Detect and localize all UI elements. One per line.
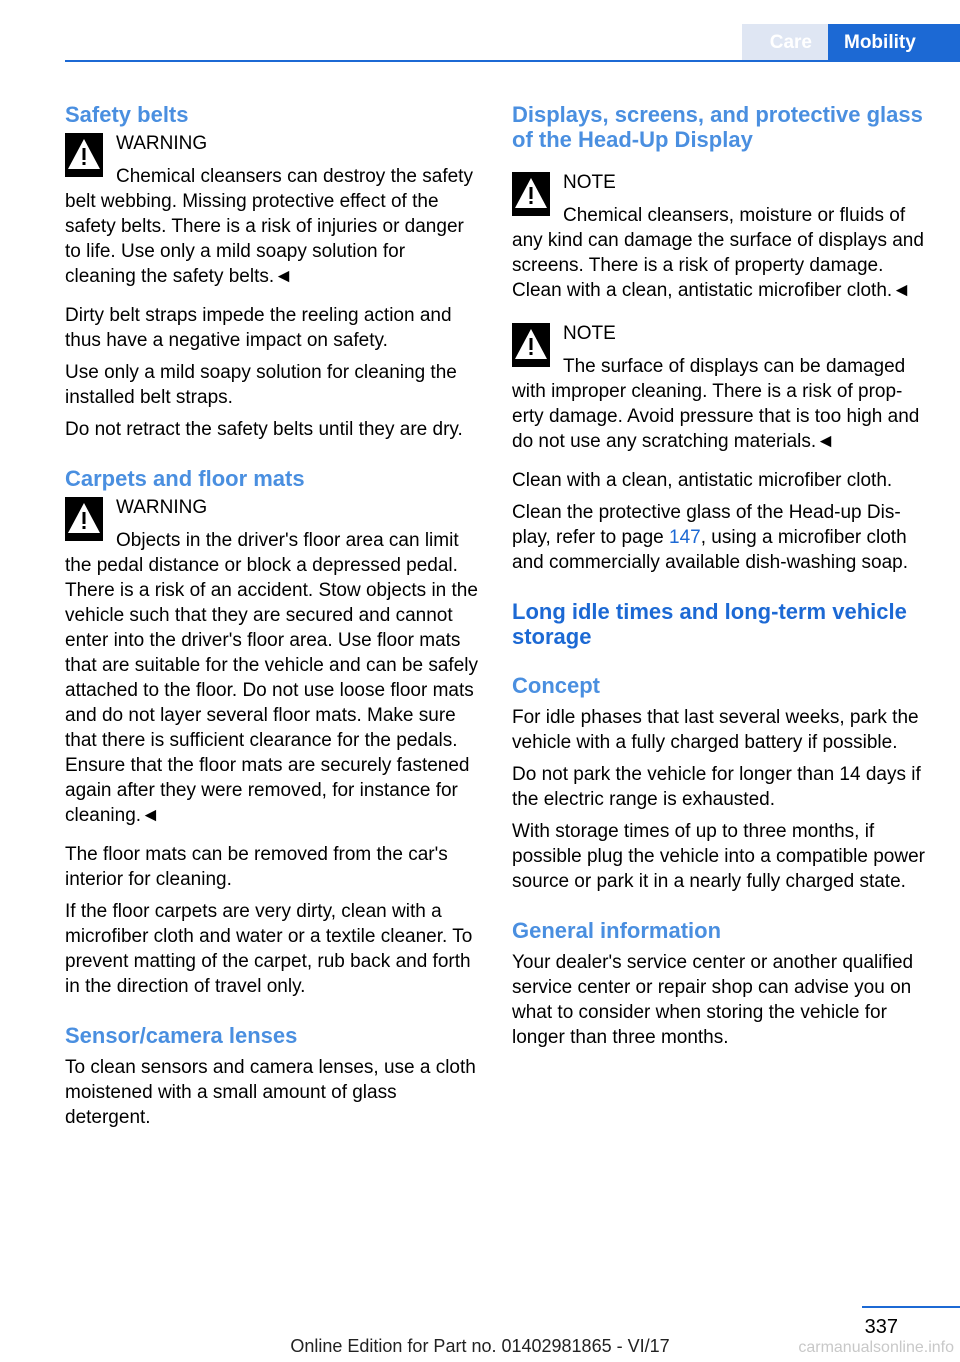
note-text: Chemical cleansers, moisture or fluids of any kind can damage the surface of displays and screens. There is a risk of property damage. Clean with a clean, antistatic microfiber cloth.◄ [512, 205, 924, 301]
chapter-tabs [742, 24, 960, 62]
section-title-safety-belts: Safety belts [65, 102, 189, 127]
paragraph: With storage times of up to three months, if possible plug the vehicle into a compatible power source or park it in a nearly fully charged state. [512, 821, 925, 892]
paragraph-with-link [512, 500, 927, 575]
edition-footer: Online Edition for Part no. 01402981865 - VI/17 [290, 1336, 670, 1356]
section-title-carpets: Carpets and floor mats [65, 466, 305, 491]
paragraph: If the floor carpets are very dirty, clean with a microfiber cloth and water or a textile cleaner. To prevent matting of the carpet, rub back and forth in the direction of travel only. [65, 901, 473, 997]
right-column [512, 102, 927, 1050]
warning-text: Objects in the driver's floor area can limit the pedal distance or block a depressed pedal. There is a risk of an accident. Stow objects in the vehicle such that they are secured and cannot enter into the driver's floor area. Use floor mats that are suitable for the vehicle and can be safely attached to the floor. Do not use loose floor mats and do not layer several floor mats. Make sure that there is sufficient clearance for the pedals. Ensure that the floor mats are securely fastened again after they were removed, for instance for cleaning.◄ [65, 530, 478, 826]
paragraph: Do not retract the safety belts until they are dry. [65, 419, 463, 440]
warning-triangle-icon [512, 323, 550, 367]
paragraph: Do not park the vehicle for longer than 14 days if the electric range is exhausted. [512, 764, 921, 810]
paragraph-text: , using a microfiber cloth and commercially available dish-washing soap. [512, 527, 909, 573]
warning-triangle-icon [65, 133, 103, 177]
paragraph-text: Clean the protective glass of the Head-up Display, refer to page [512, 502, 901, 548]
section-title-sensor-lenses: Sensor/camera lenses [65, 1023, 298, 1048]
header-rule [65, 60, 960, 62]
paragraph: Your dealer's service center or another qualified service center or repair shop can advise you on what to consider when storing the vehicle for longer than three months. [512, 952, 914, 1048]
note-box-2 [512, 317, 927, 454]
section-title-displays: Displays, screens, and protective glass of the Head-Up Display [512, 102, 923, 152]
warning-label: WARNING [116, 497, 208, 518]
warning-label: WARNING [116, 133, 208, 154]
paragraph: Clean with a clean, antistatic microfiber cloth. [512, 470, 893, 491]
tab-mobility[interactable]: Mobility [828, 24, 960, 62]
paragraph: Use only a mild soapy solution for cleaning the installed belt straps. [65, 362, 457, 408]
footer-rule [862, 1306, 960, 1308]
warning-triangle-icon [65, 497, 103, 541]
warning-text: Chemical cleansers can destroy the safety belt webbing. Missing protective effect of the safety belts. There is a risk of injuries or danger to life. Use only a mild soapy solution for cleaning the safety belts.◄ [65, 166, 473, 287]
page-ref-link[interactable]: 147 [669, 527, 701, 548]
note-text: The surface of displays can be damaged with improper cleaning. There is a risk of property damage. Avoid pressure that is too high and do not use any scratching materials.◄ [512, 356, 920, 452]
paragraph: For idle phases that last several weeks, park the vehicle with a fully charged battery if possible. [512, 707, 919, 753]
warning-triangle-icon [512, 172, 550, 216]
note-box-1 [512, 166, 927, 303]
left-column [65, 102, 480, 1130]
subsection-title-concept: Concept [512, 673, 600, 698]
warning-box-safety-belts [65, 127, 480, 289]
tab-care[interactable]: Care [742, 24, 828, 62]
paragraph: Dirty belt straps impede the reeling action and thus have a negative impact on safety. [65, 305, 452, 351]
paragraph: To clean sensors and camera lenses, use a cloth moistened with a small amount of glass detergent. [65, 1057, 476, 1128]
note-label: NOTE [563, 323, 616, 344]
subsection-title-general-information: General information [512, 918, 722, 943]
note-label: NOTE [563, 172, 616, 193]
watermark: carmanualsonline.info [798, 1339, 954, 1356]
section-title-idle-storage: Long idle times and long-term vehicle storage [512, 599, 907, 649]
page-number: 337 [864, 1316, 898, 1338]
warning-box-carpets [65, 491, 480, 828]
paragraph: The floor mats can be removed from the car's interior for cleaning. [65, 844, 448, 890]
